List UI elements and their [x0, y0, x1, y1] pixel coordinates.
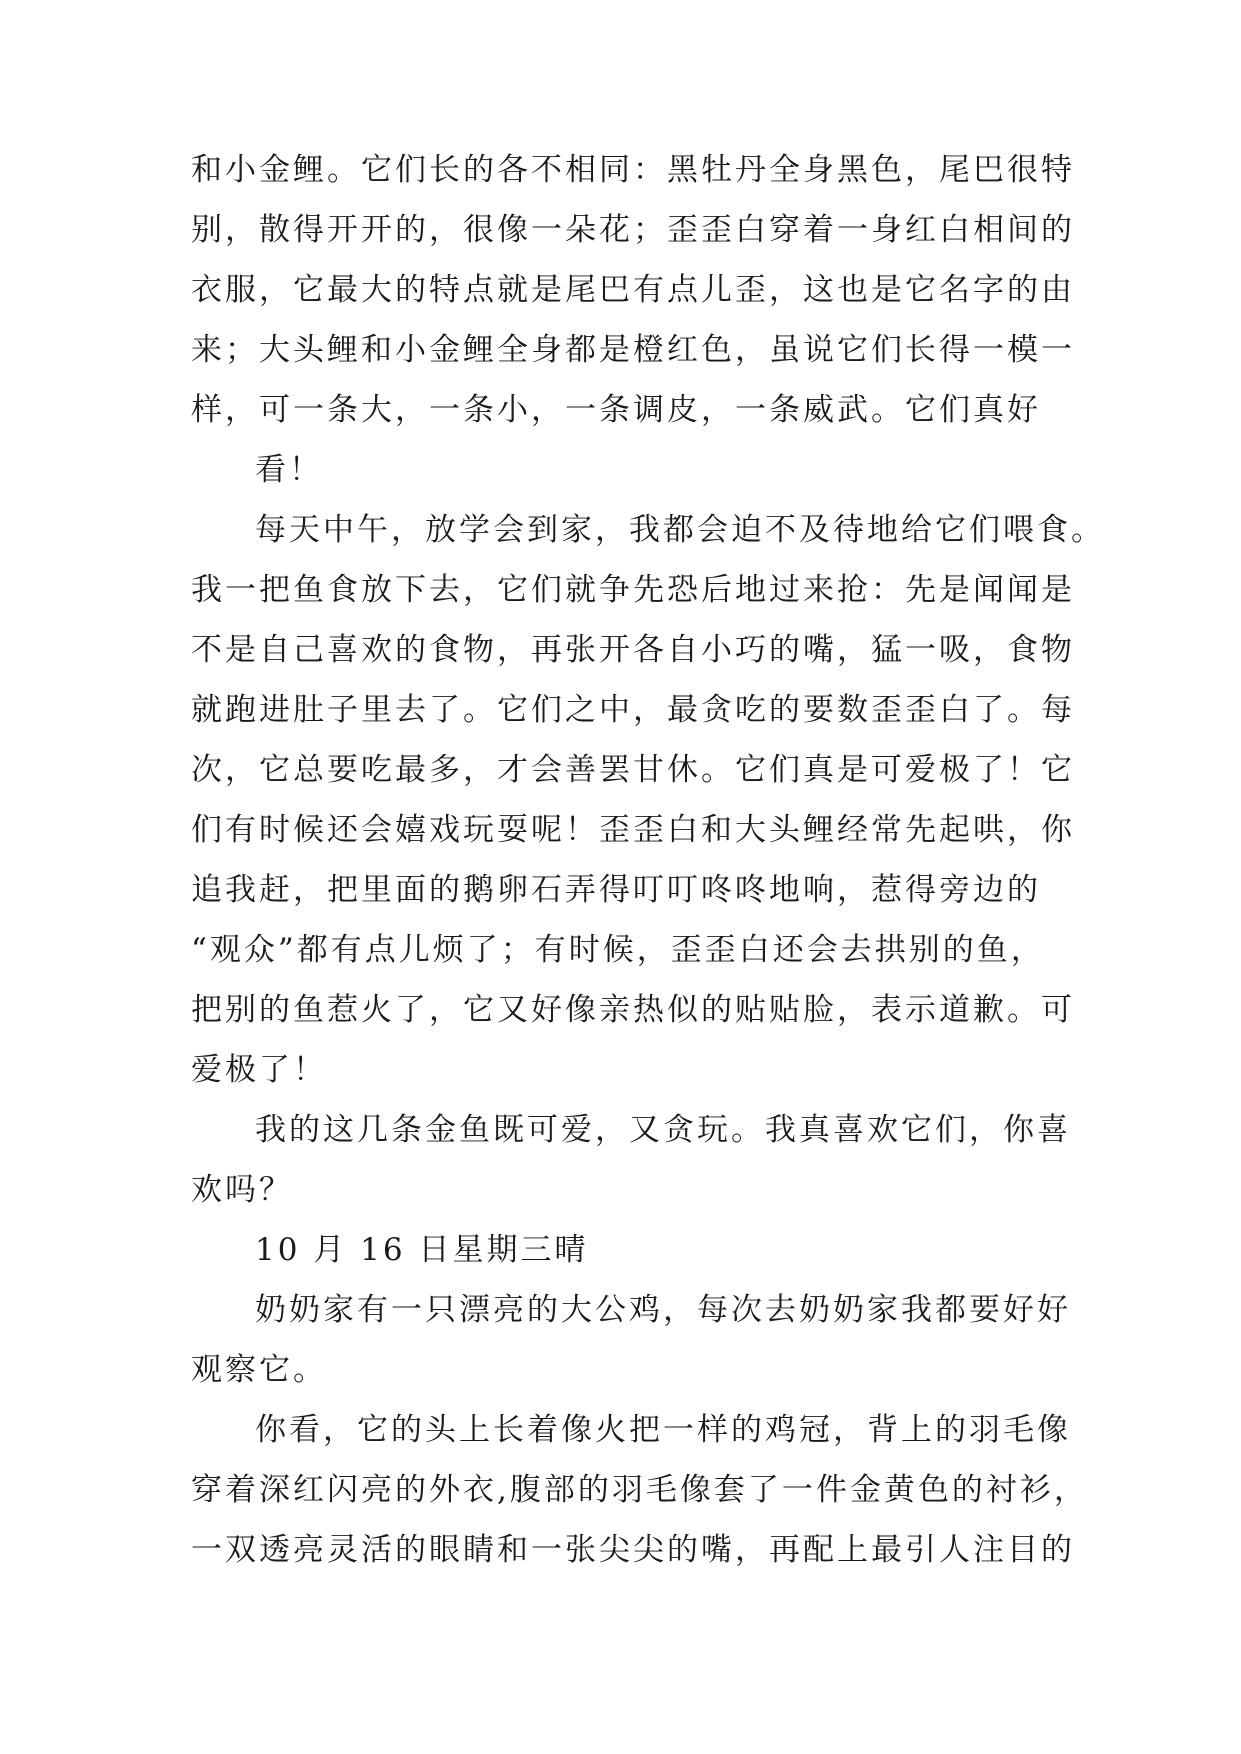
- paragraph-start-line: 你看，它的头上长着像火把一样的鸡冠，背上的羽毛像: [255, 1412, 1071, 1448]
- text-line: 和小金鲤。它们长的各不相同：黑牡丹全身黑色，尾巴很特: [191, 152, 1075, 188]
- text-line: 样，可一条大，一条小，一条调皮，一条威武。它们真好: [191, 392, 1041, 428]
- text-line: 来；大头鲤和小金鲤全身都是橙红色，虽说它们长得一模一: [191, 332, 1075, 368]
- paragraph-start-line: 每天中午，放学会到家，我都会迫不及待地给它们喂食。: [255, 512, 1105, 548]
- text-line: 不是自己喜欢的食物，再张开各自小巧的嘴，猛一吸，食物: [191, 632, 1075, 668]
- paragraph-start-line: 奶奶家有一只漂亮的大公鸡，每次去奶奶家我都要好好: [255, 1292, 1071, 1328]
- text-line: 观察它。: [191, 1352, 327, 1388]
- text-line: 次，它总要吃最多，才会善罢甘休。它们真是可爱极了！它: [191, 752, 1075, 788]
- text-line: 把别的鱼惹火了，它又好像亲热似的贴贴脸，表示道歉。可: [191, 992, 1075, 1028]
- text-line: 看！: [255, 452, 323, 488]
- text-line: 们有时候还会嬉戏玩耍呢！歪歪白和大头鲤经常先起哄，你: [191, 812, 1075, 848]
- paragraph-start-line: 我的这几条金鱼既可爱，又贪玩。我真喜欢它们，你喜: [255, 1112, 1071, 1148]
- text-line: 追我赶，把里面的鹅卵石弄得叮叮咚咚地响，惹得旁边的: [191, 872, 1041, 908]
- text-line: 欢吗？: [191, 1172, 293, 1208]
- text-line: 穿着深红闪亮的外衣,腹部的羽毛像套了一件金黄色的衬衫，: [191, 1472, 1088, 1508]
- document-body: [191, 140, 1105, 1580]
- date-heading: 10 月 16 日星期三晴: [255, 1232, 589, 1268]
- text-line: 爱极了！: [191, 1052, 327, 1088]
- text-line: 一双透亮灵活的眼睛和一张尖尖的嘴，再配上最引人注目的: [191, 1532, 1075, 1568]
- text-line: 别，散得开开的，很像一朵花；歪歪白穿着一身红白相间的: [191, 212, 1075, 248]
- text-line: “观众”都有点儿烦了；有时候，歪歪白还会去拱别的鱼，: [191, 932, 1045, 968]
- text-line: 衣服，它最大的特点就是尾巴有点儿歪，这也是它名字的由: [191, 272, 1075, 308]
- text-line: 就跑进肚子里去了。它们之中，最贪吃的要数歪歪白了。每: [191, 692, 1075, 728]
- text-line: 我一把鱼食放下去，它们就争先恐后地过来抢：先是闻闻是: [191, 572, 1075, 608]
